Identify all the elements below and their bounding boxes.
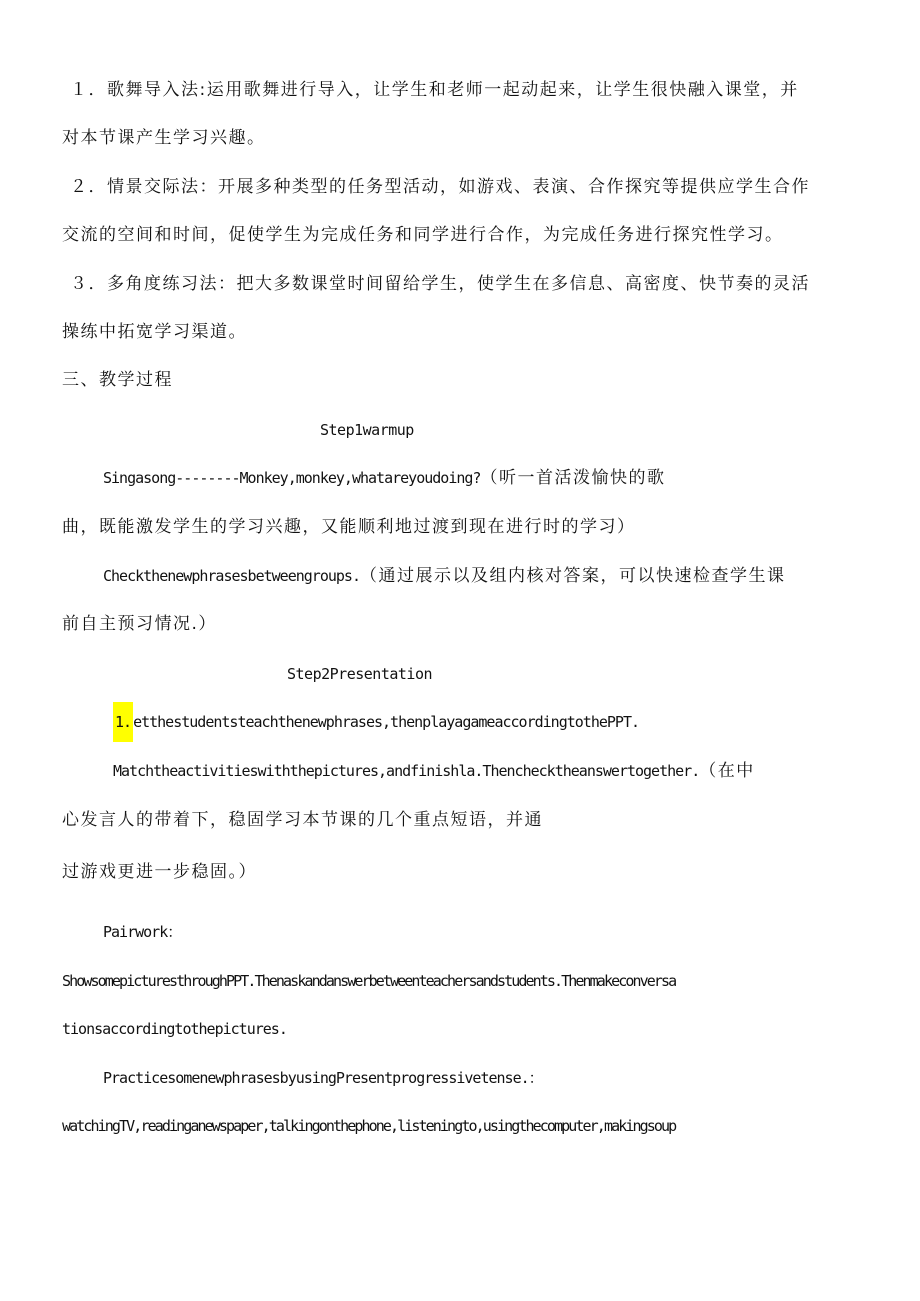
step2-heading: Step2Presentation xyxy=(287,665,433,683)
pairwork-line-2: tionsaccordingtothepictures. xyxy=(62,1020,287,1038)
song-chinese-line-2: 曲，既能激发学生的学习兴趣，又能顺利地过渡到现在进行时的学习） xyxy=(62,517,636,537)
song-line xyxy=(103,466,665,490)
match-chinese-line-2: 心发言人的带着下，稳固学习本节课的几个重点短语，并通 xyxy=(62,810,543,830)
check-english: Checkthenewphrasesbetweengroups. xyxy=(103,567,360,585)
practice-line-2: watchingTV,readinganewspaper,talkingonthephone,listeningto,usingthecomputer,makingsoup xyxy=(62,1117,676,1135)
check-chinese-line-2: 前自主预习情况.） xyxy=(62,614,217,634)
match-chinese-line-3: 过游戏更进一步稳固。） xyxy=(62,862,257,882)
match-chinese: （在中 xyxy=(699,761,755,781)
pairwork-line-1: ShowsomepicturesthroughPPT.Thenaskandanswerbetweenteachersandstudents.Thenmakeconversa xyxy=(62,972,676,990)
check-chinese: （通过展示以及组内核对答案，可以快速检查学生课 xyxy=(359,566,786,586)
practice-line-1: PracticesomenewphrasesbyusingPresentprogressivetense.： xyxy=(103,1069,543,1087)
check-line xyxy=(103,564,785,588)
method-1-line-1: １．歌舞导入法:运用歌舞进行导入，让学生和老师一起动起来，让学生很快融入课堂，并 xyxy=(70,80,799,100)
method-1-line-2: 对本节课产生学习兴趣。 xyxy=(62,128,266,148)
section-title: 三、教学过程 xyxy=(62,370,173,390)
step1-heading: Step1warmup xyxy=(320,421,414,439)
item-1-marker: 1. xyxy=(113,702,133,742)
method-3-line-2: 操练中拓宽学习渠道。 xyxy=(62,322,247,342)
method-2-line-2: 交流的空间和时间，促使学生为完成任务和同学进行合作，为完成任务进行探究性学习。 xyxy=(62,225,784,245)
item-1-line xyxy=(113,710,639,742)
method-3-line-1: ３．多角度练习法：把大多数课堂时间留给学生，使学生在多信息、高密度、快节奏的灵活 xyxy=(70,274,810,294)
item-1-text: etthestudentsteachthenewphrases,thenplayagameaccordingtothePPT. xyxy=(133,713,640,731)
match-english: Matchtheactivitieswiththepictures,andfinishla.Thenchecktheanswertogether. xyxy=(113,762,700,780)
method-2-line-1: ２．情景交际法：开展多种类型的任务型活动，如游戏、表演、合作探究等提供应学生合作 xyxy=(70,177,810,197)
match-line xyxy=(113,759,755,783)
pairwork-label: Pairwork： xyxy=(103,923,182,941)
song-english: Singasong--------Monkey,monkey,whatareyoudoing? xyxy=(103,469,481,487)
song-chinese: （听一首活泼愉快的歌 xyxy=(480,468,666,488)
